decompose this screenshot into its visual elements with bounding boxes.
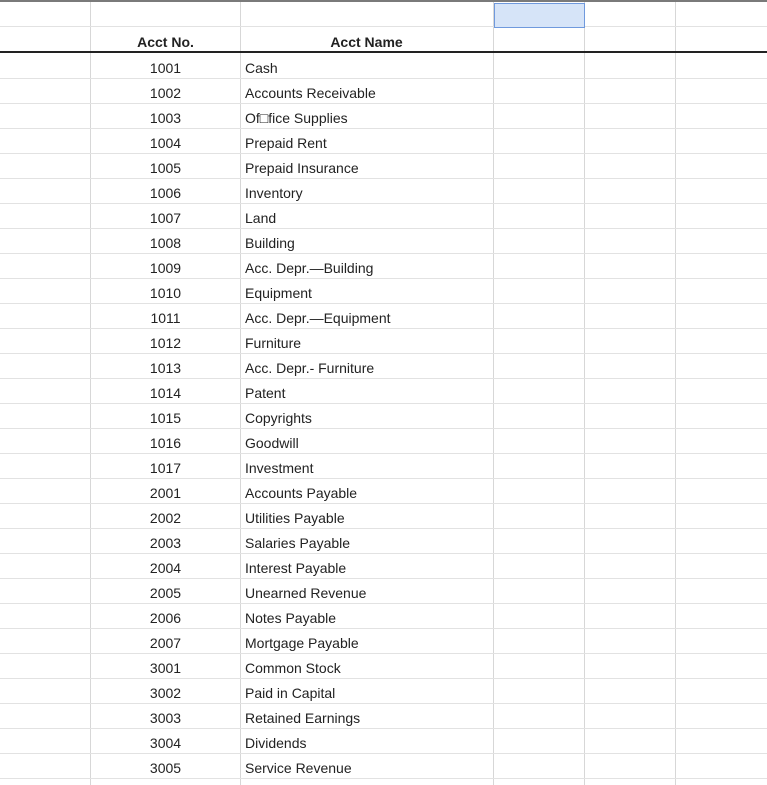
table-row[interactable] — [0, 504, 767, 529]
empty-row[interactable] — [0, 2, 767, 27]
acct-name-cell[interactable]: Acc. Depr.—Building — [245, 260, 374, 276]
acct-name-cell[interactable]: Building — [245, 235, 295, 251]
acct-no-cell[interactable]: 1014 — [149, 385, 182, 401]
acct-name-cell[interactable]: Accounts Receivable — [245, 85, 376, 101]
acct-name-cell[interactable]: Retained Earnings — [245, 710, 361, 726]
table-row[interactable] — [0, 379, 767, 404]
acct-no-cell[interactable]: 2001 — [149, 485, 182, 501]
acct-name-cell[interactable]: Mortgage Payable — [245, 635, 359, 651]
acct-no-cell[interactable]: 1003 — [149, 110, 182, 126]
acct-name-cell[interactable]: Of□fice Supplies — [245, 110, 348, 126]
table-row[interactable] — [0, 529, 767, 554]
acct-no-cell[interactable]: 3002 — [149, 685, 182, 701]
table-row[interactable] — [0, 629, 767, 654]
acct-name-cell[interactable]: Interest Payable — [245, 560, 347, 576]
acct-no-cell[interactable]: 1010 — [149, 285, 182, 301]
acct-name-cell[interactable]: Acc. Depr.- Furniture — [245, 360, 375, 376]
acct-no-cell[interactable]: 3001 — [149, 660, 182, 676]
table-row[interactable] — [0, 679, 767, 704]
acct-no-cell[interactable]: 3004 — [149, 735, 182, 751]
acct-name-cell[interactable]: Notes Payable — [245, 610, 337, 626]
header-acct-no[interactable]: Acct No. — [137, 34, 194, 50]
table-row[interactable] — [0, 554, 767, 579]
acct-name-cell[interactable]: Land — [245, 210, 277, 226]
table-row[interactable] — [0, 729, 767, 754]
table-row[interactable] — [0, 354, 767, 379]
acct-name-cell[interactable]: Common Stock — [245, 660, 341, 676]
acct-name-cell[interactable]: Accounts Payable — [245, 485, 358, 501]
acct-no-cell[interactable]: 2004 — [149, 560, 182, 576]
table-row[interactable] — [0, 479, 767, 504]
table-row[interactable] — [0, 104, 767, 129]
acct-name-cell[interactable]: Dividends — [245, 735, 307, 751]
table-row[interactable] — [0, 454, 767, 479]
table-row[interactable] — [0, 54, 767, 79]
acct-no-cell[interactable]: 1008 — [149, 235, 182, 251]
table-row[interactable] — [0, 129, 767, 154]
acct-name-cell[interactable]: Prepaid Insurance — [245, 160, 359, 176]
acct-name-cell[interactable]: Prepaid Rent — [245, 135, 327, 151]
table-row[interactable] — [0, 179, 767, 204]
acct-no-cell[interactable]: 1004 — [149, 135, 182, 151]
table-row[interactable] — [0, 304, 767, 329]
acct-name-cell[interactable]: Goodwill — [245, 435, 299, 451]
acct-name-cell[interactable]: Salaries Payable — [245, 535, 351, 551]
table-row[interactable] — [0, 254, 767, 279]
acct-no-cell[interactable]: 1007 — [149, 210, 182, 226]
table-row[interactable] — [0, 754, 767, 779]
table-row[interactable] — [0, 429, 767, 454]
acct-no-cell[interactable]: 1009 — [149, 260, 182, 276]
acct-no-cell[interactable]: 1017 — [149, 460, 182, 476]
acct-name-cell[interactable]: Cash — [245, 60, 278, 76]
table-row[interactable] — [0, 154, 767, 179]
table-row[interactable] — [0, 229, 767, 254]
acct-no-cell[interactable]: 3003 — [149, 710, 182, 726]
acct-name-cell[interactable]: Paid in Capital — [245, 685, 336, 701]
acct-no-cell[interactable]: 1015 — [149, 410, 182, 426]
acct-no-cell[interactable]: 2007 — [149, 635, 182, 651]
table-row[interactable] — [0, 704, 767, 729]
acct-no-cell[interactable]: 1012 — [149, 335, 182, 351]
table-row[interactable] — [0, 204, 767, 229]
header-row[interactable] — [0, 27, 767, 53]
acct-no-cell[interactable]: 1016 — [149, 435, 182, 451]
acct-no-cell[interactable]: 2005 — [149, 585, 182, 601]
acct-no-cell[interactable]: 1006 — [149, 185, 182, 201]
table-row[interactable] — [0, 404, 767, 429]
acct-name-cell[interactable]: Patent — [245, 385, 286, 401]
table-row[interactable] — [0, 329, 767, 354]
acct-no-cell[interactable]: 3005 — [149, 760, 182, 776]
acct-name-cell[interactable]: Investment — [245, 460, 314, 476]
acct-no-cell[interactable]: 1002 — [149, 85, 182, 101]
acct-no-cell[interactable]: 2002 — [149, 510, 182, 526]
table-row[interactable] — [0, 654, 767, 679]
acct-name-cell[interactable]: Unearned Revenue — [245, 585, 367, 601]
acct-no-cell[interactable]: 2006 — [149, 610, 182, 626]
acct-name-cell[interactable]: Service Revenue — [245, 760, 352, 776]
table-row[interactable] — [0, 279, 767, 304]
acct-no-cell[interactable]: 1011 — [150, 310, 181, 326]
acct-name-cell[interactable]: Acc. Depr.—Equipment — [245, 310, 391, 326]
table-row[interactable] — [0, 579, 767, 604]
table-row[interactable] — [0, 604, 767, 629]
selected-cell[interactable] — [494, 3, 585, 28]
acct-name-cell[interactable]: Equipment — [245, 285, 312, 301]
acct-name-cell[interactable]: Utilities Payable — [245, 510, 345, 526]
table-row[interactable] — [0, 79, 767, 104]
acct-no-cell[interactable]: 2003 — [149, 535, 182, 551]
acct-no-cell[interactable]: 1001 — [149, 60, 182, 76]
acct-no-cell[interactable]: 1013 — [149, 360, 182, 376]
acct-name-cell[interactable]: Inventory — [245, 185, 303, 201]
acct-name-cell[interactable]: Furniture — [245, 335, 302, 351]
header-acct-name[interactable]: Acct Name — [330, 34, 403, 50]
acct-name-cell[interactable]: Copyrights — [245, 410, 312, 426]
acct-no-cell[interactable]: 1005 — [149, 160, 182, 176]
